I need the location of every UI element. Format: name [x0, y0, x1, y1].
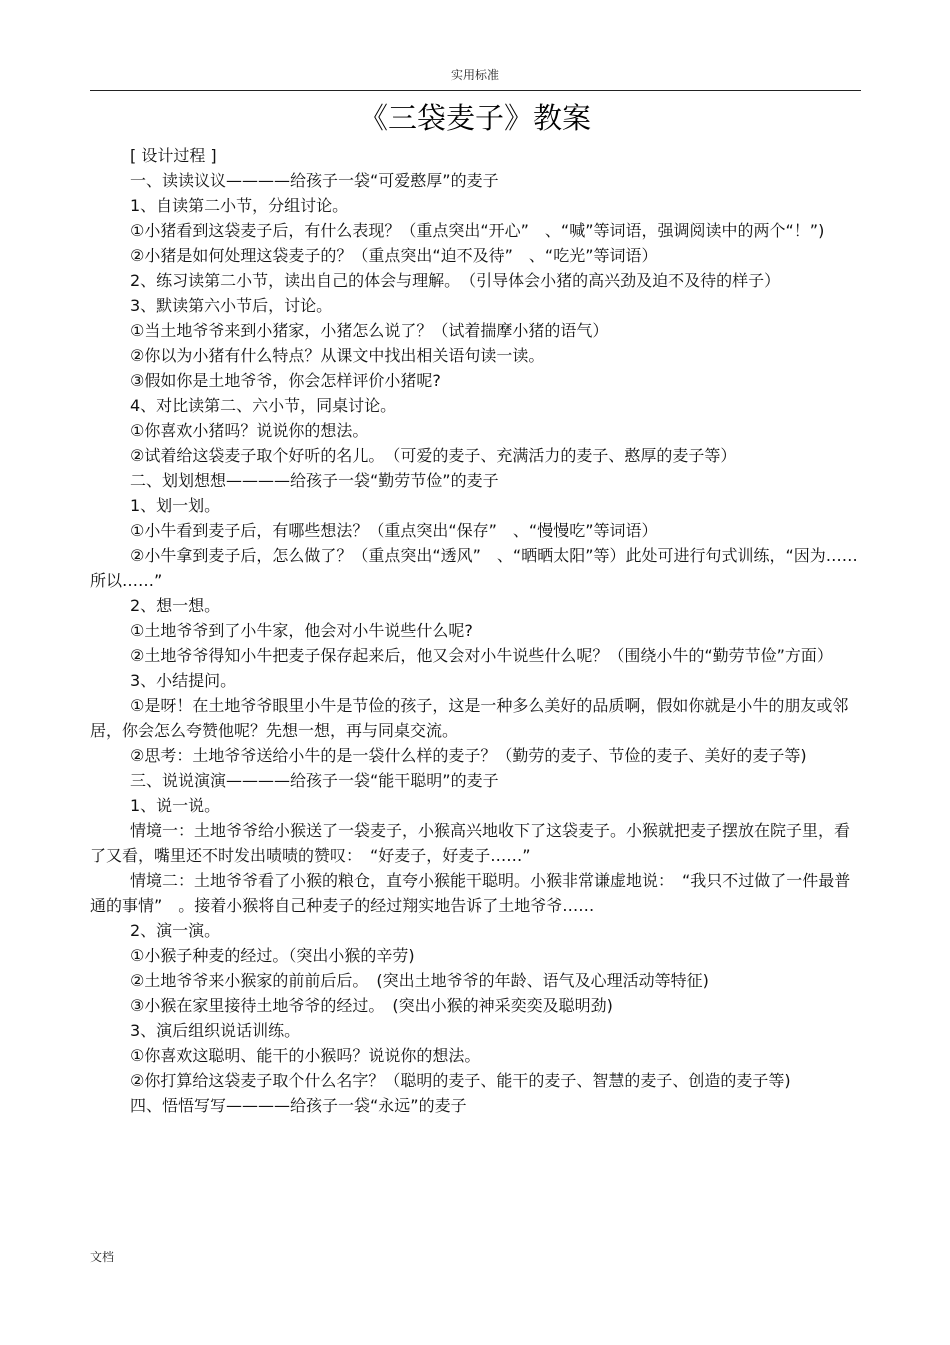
paragraph: 4、对比读第二、六小节，同桌讨论。 — [130, 396, 397, 415]
paragraph: ①小牛看到麦子后，有哪些想法？（重点突出“保存” 、“慢慢吃”等词语） — [130, 521, 658, 540]
paragraph: ②小牛拿到麦子后，怎么做了？（重点突出“透风” 、“晒晒太阳”等）此处可进行句式训练，“因为……所以……” — [90, 546, 858, 590]
paragraph: [ 设计过程 ] — [130, 146, 217, 165]
paragraph: ②你以为小猪有什么特点？从课文中找出相关语句读一读。 — [130, 346, 545, 365]
paragraph: 1、自读第二小节，分组讨论。 — [130, 196, 349, 215]
paragraph: 3、小结提问。 — [130, 671, 237, 690]
page-footer: 文档 — [90, 1250, 115, 1264]
document-body — [90, 143, 864, 1118]
section-heading: 三、说说演演————给孩子一袋“能干聪明”的麦子 — [130, 771, 499, 790]
paragraph: ②思考：土地爷爷送给小牛的是一袋什么样的麦子？（勤劳的麦子、节俭的麦子、美好的麦子等) — [130, 746, 807, 765]
section-heading: 四、悟悟写写————给孩子一袋“永远”的麦子 — [130, 1096, 467, 1115]
paragraph: 2、想一想。 — [130, 596, 221, 615]
paragraph: ②土地爷爷得知小牛把麦子保存起来后，他又会对小牛说些什么呢？（围绕小牛的“勤劳节俭”方面） — [130, 646, 833, 665]
page-header: 实用标准 — [450, 68, 499, 82]
document-title: 《三袋麦子》教案 — [358, 101, 591, 135]
paragraph: ①小猪看到这袋麦子后，有什么表现？（重点突出“开心” 、“喊”等词语，强调阅读中的两个“！”) — [130, 221, 825, 240]
paragraph: 情境二：土地爷爷看了小猴的粮仓，直夸小猴能干聪明。小猴非常谦虚地说： “我只不过做了一件最普通的事情” 。接着小猴将自己种麦子的经过翔实地告诉了土地爷爷…… — [90, 871, 851, 915]
paragraph: ①是呀！在土地爷爷眼里小牛是节俭的孩子，这是一种多么美好的品质啊，假如你就是小牛的朋友或邻居，你会怎么夸赞他呢？先想一想，再与同桌交流。 — [90, 696, 849, 740]
paragraph: ①当土地爷爷来到小猪家，小猪怎么说了？（试着揣摩小猪的语气） — [130, 321, 609, 340]
paragraph: ①你喜欢这聪明、能干的小猴吗？说说你的想法。 — [130, 1046, 481, 1065]
paragraph: 1、划一划。 — [130, 496, 221, 515]
paragraph: 2、演一演。 — [130, 921, 221, 940]
paragraph: ③假如你是土地爷爷，你会怎样评价小猪呢? — [130, 371, 441, 390]
paragraph: ②土地爷爷来小猴家的前前后后。 (突出土地爷爷的年龄、语气及心理活动等特征) — [130, 971, 709, 990]
paragraph: ①土地爷爷到了小牛家，他会对小牛说些什么呢? — [130, 621, 473, 640]
paragraph: 情境一：土地爷爷给小猴送了一袋麦子，小猴高兴地收下了这袋麦子。小猴就把麦子摆放在院子里，看了又看，嘴里还不时发出啧啧的赞叹： “好麦子，好麦子……” — [90, 821, 851, 865]
paragraph: ③小猴在家里接待土地爷爷的经过。 (突出小猴的神采奕奕及聪明劲) — [130, 996, 613, 1015]
paragraph: ①你喜欢小猪吗？说说你的想法。 — [130, 421, 369, 440]
section-heading: 一、读读议议————给孩子一袋“可爱憨厚”的麦子 — [130, 171, 499, 190]
paragraph: 2、练习读第二小节，读出自己的体会与理解。 （引导体会小猪的高兴劲及迫不及待的样子） — [130, 271, 781, 290]
section-heading: 二、划划想想————给孩子一袋“勤劳节俭”的麦子 — [130, 471, 499, 490]
paragraph: ①小猴子种麦的经过。（突出小猴的辛劳) — [130, 946, 415, 965]
paragraph: 1、说一说。 — [130, 796, 221, 815]
paragraph: 3、默读第六小节后，讨论。 — [130, 296, 333, 315]
paragraph: ②你打算给这袋麦子取个什么名字？（聪明的麦子、能干的麦子、智慧的麦子、创造的麦子等) — [130, 1071, 791, 1090]
header-rule — [90, 90, 861, 91]
paragraph: ②小猪是如何处理这袋麦子的？（重点突出“迫不及待” 、“吃光”等词语） — [130, 246, 658, 265]
paragraph: 3、演后组织说话训练。 — [130, 1021, 301, 1040]
paragraph: ②试着给这袋麦子取个好听的名儿。 （可爱的麦子、充满活力的麦子、憨厚的麦子等） — [130, 446, 737, 465]
